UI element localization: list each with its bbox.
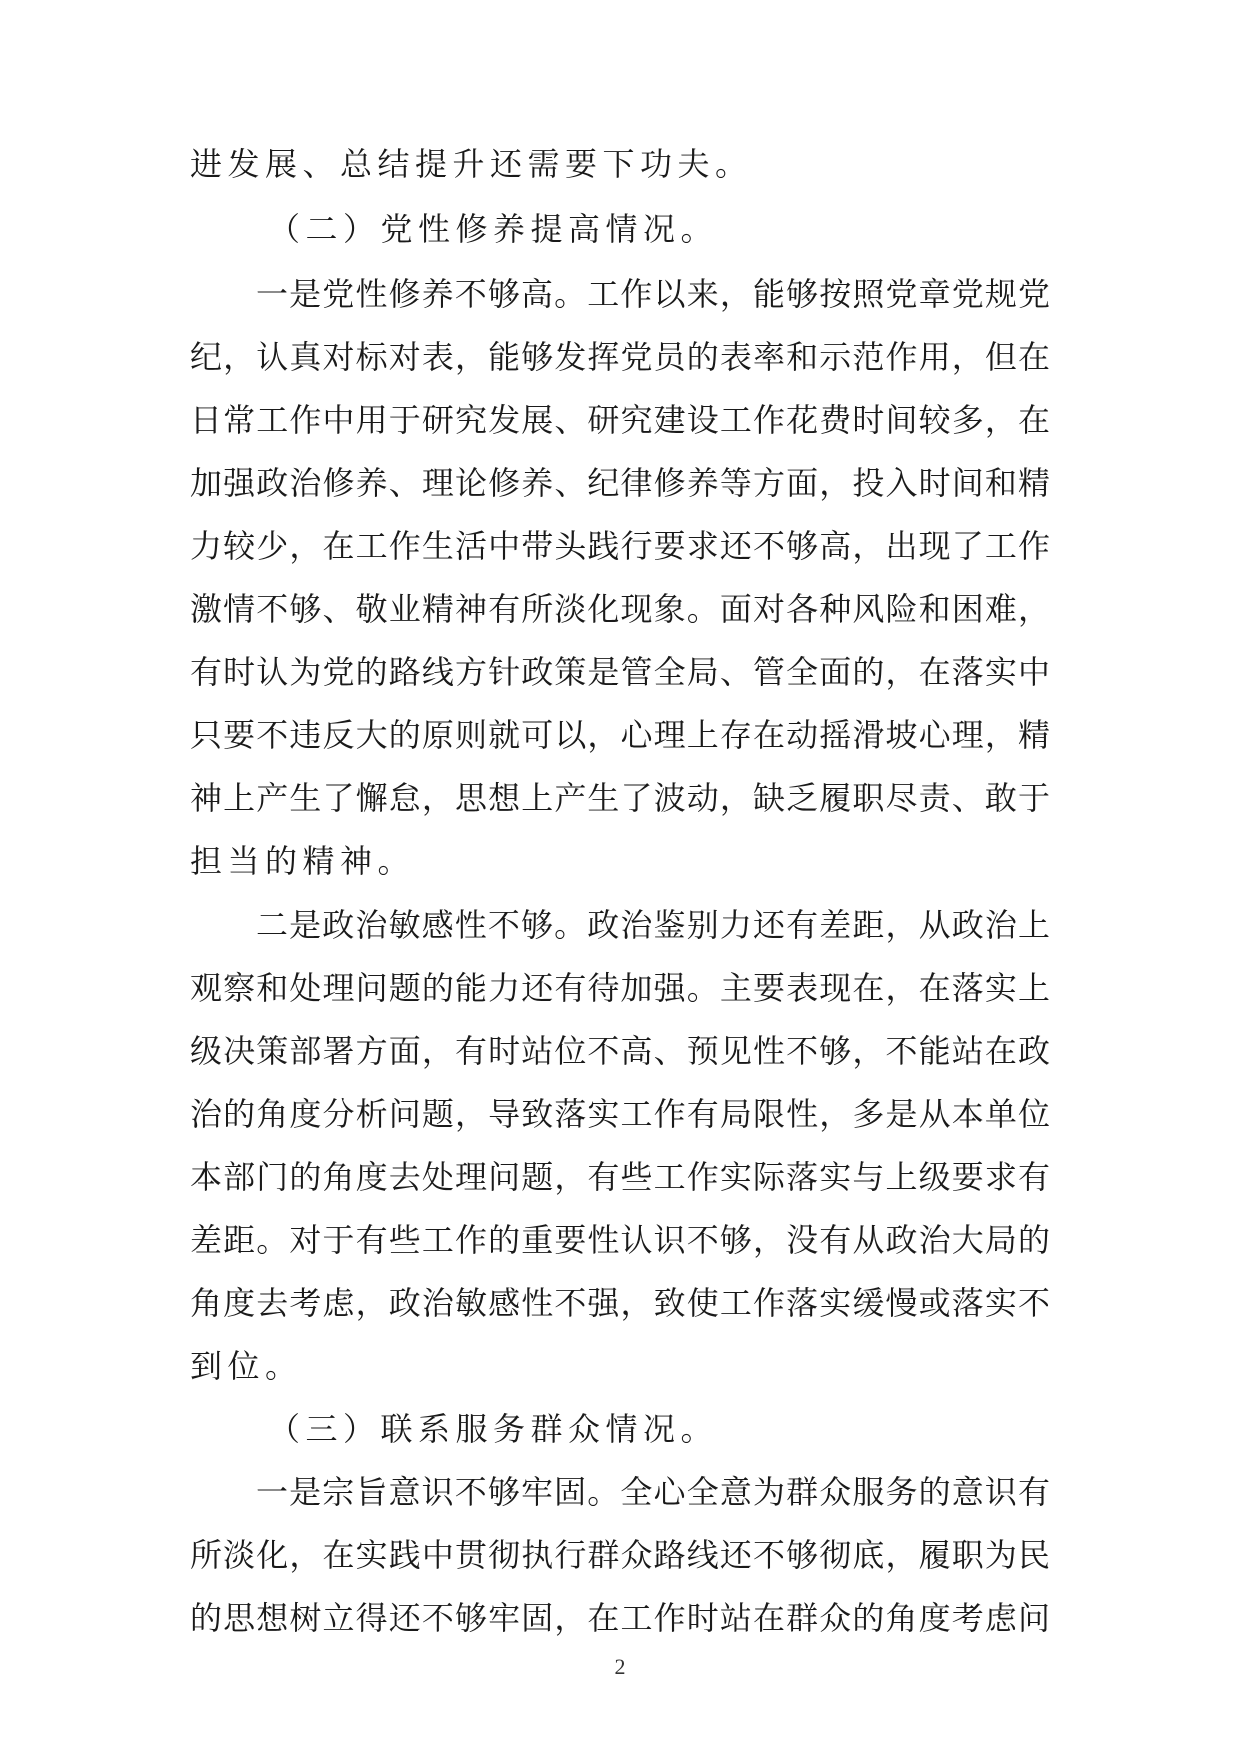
paragraph-1-line: 一是党性修养不够高。工作以来，能够按照党章党规党 xyxy=(256,275,1050,313)
paragraph-1-line: 有时认为党的路线方针政策是管全局、管全面的，在落实中 xyxy=(190,653,1050,691)
paragraph-2-line: 本部门的角度去处理问题，有些工作实际落实与上级要求有 xyxy=(190,1158,1050,1196)
paragraph-1-line: 纪，认真对标对表，能够发挥党员的表率和示范作用，但在 xyxy=(190,338,1050,376)
paragraph-1-line: 力较少，在工作生活中带头践行要求还不够高，出现了工作 xyxy=(190,527,1050,565)
paragraph-2-line: 观察和处理问题的能力还有待加强。主要表现在，在落实上 xyxy=(190,969,1050,1007)
section-heading-3: （三）联系服务群众情况。 xyxy=(268,1410,719,1448)
paragraph-1-line: 神上产生了懈怠，思想上产生了波动，缺乏履职尽责、敢于 xyxy=(190,779,1050,817)
paragraph-1-line: 加强政治修养、理论修养、纪律修养等方面，投入时间和精 xyxy=(190,464,1050,502)
paragraph-3-line: 所淡化，在实践中贯彻执行群众路线还不够彻底，履职为民 xyxy=(190,1536,1050,1574)
body-text-line: 进发展、总结提升还需要下功夫。 xyxy=(190,145,753,183)
paragraph-2-line: 角度去考虑，政治敏感性不强，致使工作落实缓慢或落实不 xyxy=(190,1284,1050,1322)
paragraph-1-line: 日常工作中用于研究发展、研究建设工作花费时间较多，在 xyxy=(190,401,1050,439)
section-heading-2: （二）党性修养提高情况。 xyxy=(268,210,719,248)
paragraph-2-line: 二是政治敏感性不够。政治鉴别力还有差距，从政治上 xyxy=(256,906,1050,944)
page-number: 2 xyxy=(614,1654,626,1679)
paragraph-2-line: 到位。 xyxy=(190,1347,303,1385)
paragraph-3-line: 一是宗旨意识不够牢固。全心全意为群众服务的意识有 xyxy=(256,1473,1050,1511)
paragraph-3-line: 的思想树立得还不够牢固，在工作时站在群众的角度考虑问 xyxy=(190,1599,1050,1637)
paragraph-2-line: 差距。对于有些工作的重要性认识不够，没有从政治大局的 xyxy=(190,1221,1050,1259)
paragraph-2-line: 治的角度分析问题，导致落实工作有局限性，多是从本单位 xyxy=(190,1095,1050,1133)
paragraph-2-line: 级决策部署方面，有时站位不高、预见性不够，不能站在政 xyxy=(190,1032,1050,1070)
paragraph-1-line: 激情不够、敬业精神有所淡化现象。面对各种风险和困难， xyxy=(190,590,1050,628)
paragraph-1-line: 只要不违反大的原则就可以，心理上存在动摇滑坡心理，精 xyxy=(190,716,1050,754)
paragraph-1-line: 担当的精神。 xyxy=(190,842,416,880)
